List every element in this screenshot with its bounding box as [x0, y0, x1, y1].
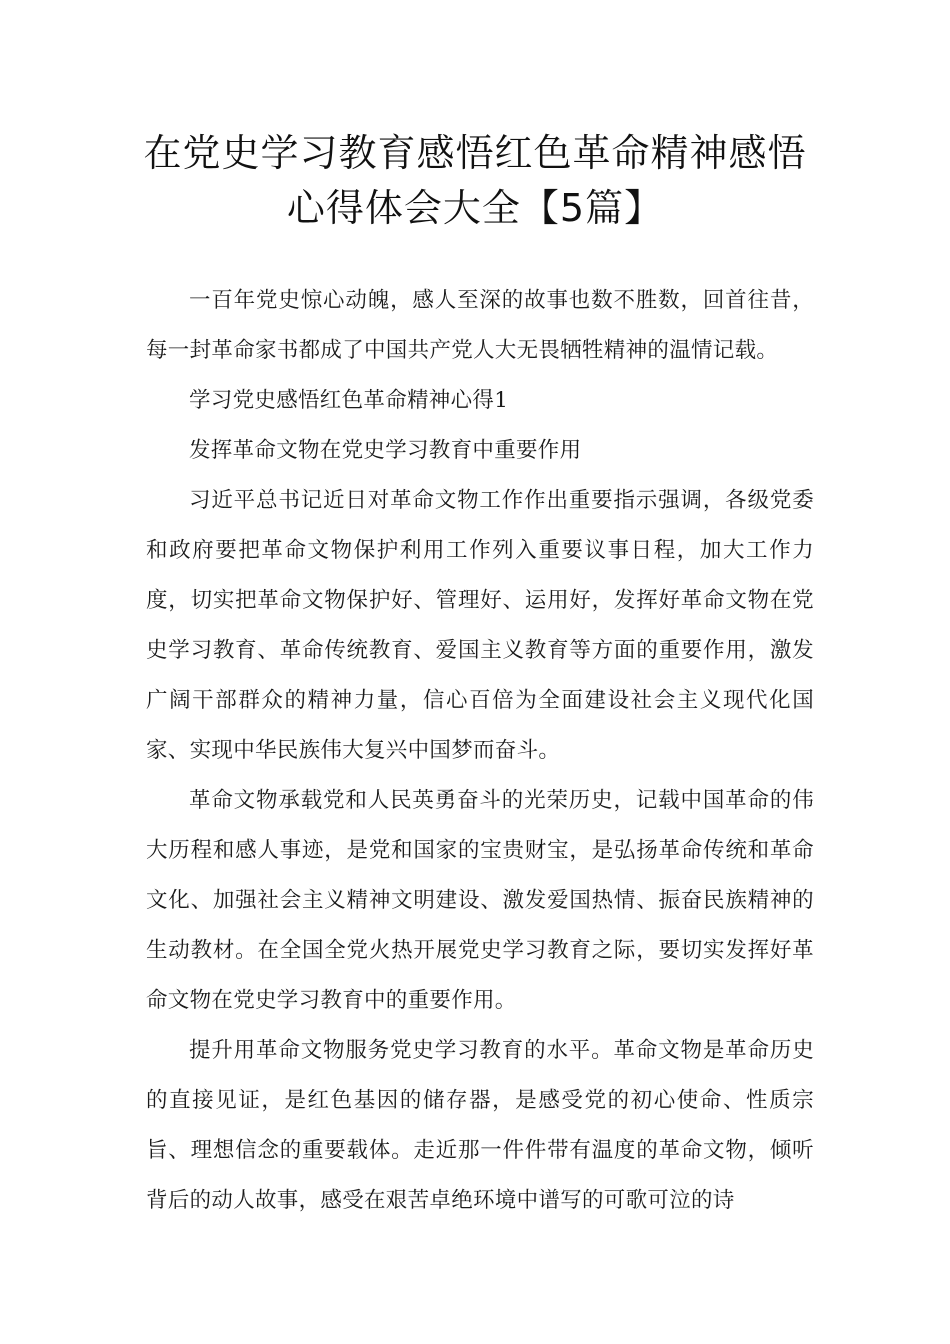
intro-paragraph: 一百年党史惊心动魄，感人至深的故事也数不胜数，回首往昔，每一封革命家书都成了中国共产党人大无畏牺牲精神的温情记载。 [146, 288, 814, 363]
body-paragraph: 提升用革命文物服务党史学习教育的水平。革命文物是革命历史的直接见证，是红色基因的储存器，是感受党的初心使命、性质宗旨、理想信念的重要载体。走近那一件件带有温度的革命文物，倾听背后的动人故事，感受在艰苦卓绝环境中谱写的可歌可泣的诗 [146, 1038, 814, 1213]
document-body [146, 276, 814, 1226]
title-line-1: 在党史学习教育感悟红色革命精神感悟 [143, 131, 807, 175]
title-line-2: 心得体会大全【5篇】 [286, 186, 664, 230]
section-heading: 学习党史感悟红色革命精神心得1 [189, 388, 509, 413]
section-subheading: 发挥革命文物在党史学习教育中重要作用 [189, 438, 582, 463]
body-paragraph: 革命文物承载党和人民英勇奋斗的光荣历史，记载中国革命的伟大历程和感人事迹，是党和国家的宝贵财宝，是弘扬革命传统和革命文化、加强社会主义精神文明建设、激发爱国热情、振奋民族精神的生动教材。在全国全党火热开展党史学习教育之际，要切实发挥好革命文物在党史学习教育中的重要作用。 [146, 788, 814, 1013]
body-paragraph: 习近平总书记近日对革命文物工作作出重要指示强调，各级党委和政府要把革命文物保护利用工作列入重要议事日程，加大工作力度，切实把革命文物保护好、管理好、运用好，发挥好革命文物在党史学习教育、革命传统教育、爱国主义教育等方面的重要作用，激发广阔干部群众的精神力量，信心百倍为全面建设社会主义现代化国家、实现中华民族伟大复兴中国梦而奋斗。 [146, 488, 814, 763]
document-title [110, 126, 840, 236]
